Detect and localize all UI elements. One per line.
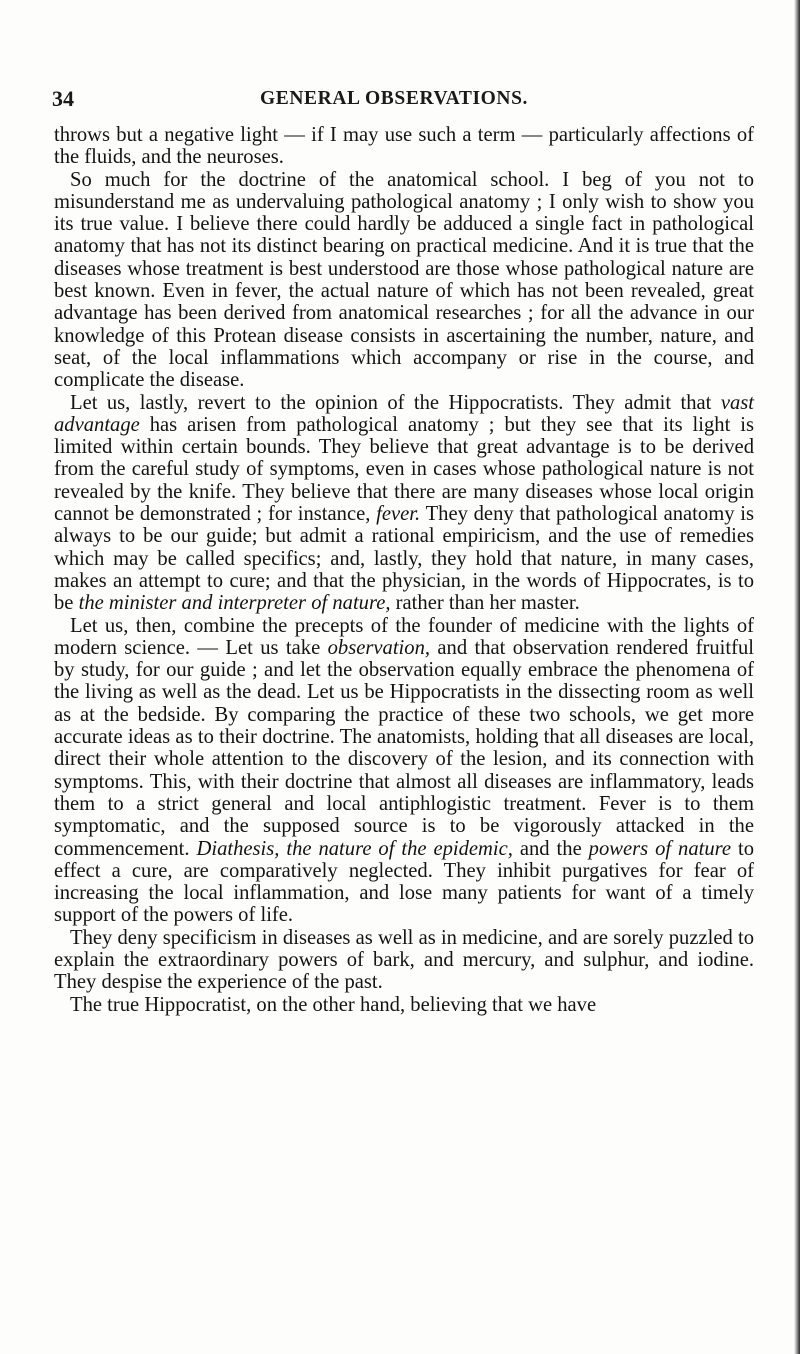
paragraph-3-text: They deny that pathological anatomy is always to be our guide; but admit a rational empiricism, and the use of remedies which may be called specifics; and, lastly, they hold that nature, in many cases, makes an attempt to cure; and that the physician, in the words of Hippocrates, is to be xyxy=(54,503,754,615)
paragraph-3 xyxy=(54,392,754,615)
page-header xyxy=(52,86,752,116)
emphasis-observation: observation, xyxy=(327,636,431,659)
paragraph-3-text: Let us, lastly, revert to the opinion of the Hippocratists. They admit that xyxy=(70,391,721,414)
paragraph-4 xyxy=(54,615,754,927)
emphasis-minister-interpreter: the minister and interpreter of nature, xyxy=(78,592,391,615)
emphasis-vast-advantage: vast advantage xyxy=(54,391,754,436)
paragraph-1: throws but a negative light — if I may use such a term — particularly affections of the fluids, and the neuroses. xyxy=(54,124,754,169)
paragraph-4-text: Let us, then, combine the precepts of the founder of medicine with the lights of modern science. — Let us take xyxy=(54,614,754,659)
emphasis-fever: fever. xyxy=(376,503,421,526)
paragraph-4-text: and that observation rendered fruitful by study, for our guide ; and let the observation equally embrace the phenomena of the living as well as the dead. Let us be Hippocratists in the dissecting room as well as at the bedside. By comparing the practice of these two schools, we get more accurate ideas as to their doctrine. The anatomists, holding that all diseases are local, direct their whole attention to the discovery of the lesion, and its connection with symptoms. This, with their doctrine that almost all diseases are inflammatory, leads them to a strict general and local antiphlogistic treatment. Fever is to them symptomatic, and the supposed source is to be vigorously attacked in the commencement. xyxy=(54,636,754,860)
paragraph-4-text: and the xyxy=(512,837,589,860)
emphasis-diathesis: Diathesis, the nature of the epidemic, xyxy=(196,837,513,860)
paragraph-2: So much for the doctrine of the anatomical school. I beg of you not to misunderstand me as undervaluing pathological anatomy ; I only wish to show you its true value. I believe there could hardly be adduced a single fact in pathological anatomy that has not its distinct bearing on practical medicine. And it is true that the diseases whose treatment is best understood are those whose pathological nature are best known. Even in fever, the actual nature of which has not been revealed, great advantage has been derived from anatomical researches ; for all the advance in our knowledge of this Protean disease consists in ascertaining the number, nature, and seat, of the local inflammations which accompany or rise in the course, and complicate the disease. xyxy=(54,168,754,392)
running-head: GENERAL OBSERVATIONS. xyxy=(260,88,529,109)
page-edge-shadow xyxy=(794,0,800,1354)
paragraph-3-text: rather than her master. xyxy=(390,592,580,615)
paragraph-5: They deny specificism in diseases as well as in medicine, and are sorely puzzled to explain the extraordinary powers of bark, and mercury, and sulphur, and iodine. They despise the experience of the past. xyxy=(54,926,754,994)
paragraph-4-text: to effect a cure, are comparatively neglected. They inhibit purgatives for fear of increasing the local inflammation, and lose many patients for want of a timely support of the powers of life. xyxy=(54,837,755,927)
page-number: 34 xyxy=(52,86,74,111)
paragraph-6: The true Hippocratist, on the other hand, believing that we have xyxy=(70,993,597,1016)
emphasis-powers-of-nature: powers of nature xyxy=(588,837,732,860)
paragraph-3-text: has arisen from pathological anatomy ; but they see that its light is limited within certain bounds. They believe that great advantage is to be derived from the careful study of symptoms, even in cases whose pathological nature is not revealed by the knife. They believe that there are many diseases whose local origin cannot be demonstrated ; for instance, xyxy=(54,413,754,526)
body-text xyxy=(54,124,754,1016)
